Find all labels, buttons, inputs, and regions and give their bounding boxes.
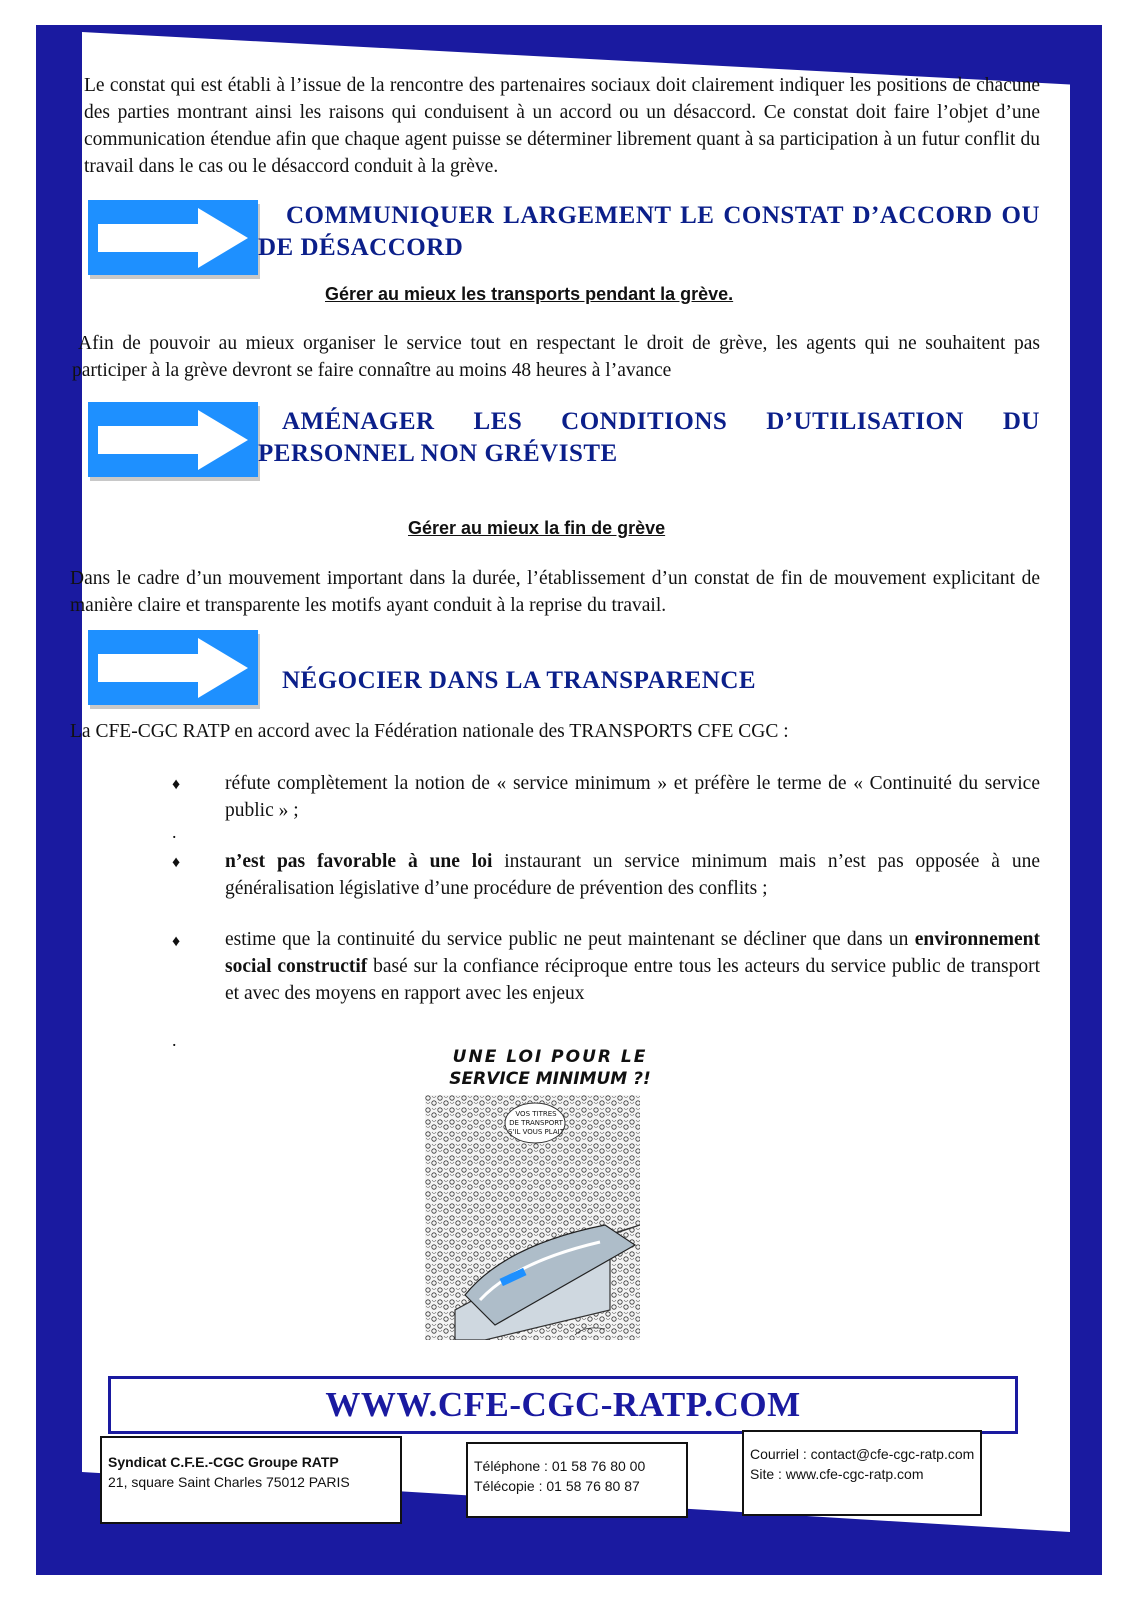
cartoon-speech-bubble <box>505 1110 567 1137</box>
cartoon-illustration <box>425 1080 640 1350</box>
contact-box-address <box>100 1436 402 1524</box>
bullet-2-text: instaurant un service minimum mais n’est pas opposée à une généralisation législative d’une procédure de prévention des conflits ; <box>225 851 1040 899</box>
heading-communiquer: COMMUNIQUER LARGEMENT LE CONSTAT D’ACCORD OU DE DÉSACCORD <box>258 202 1040 261</box>
heading-negocier: NÉGOCIER DANS LA TRANSPARENCE <box>282 667 757 694</box>
diamond-bullet-icon: ♦ <box>172 933 181 950</box>
bubble-line2: DE TRANSPORT <box>509 1119 563 1127</box>
contact-box-phone <box>466 1442 688 1518</box>
org-address: 21, square Saint Charles 75012 PARIS <box>108 1474 350 1490</box>
bullet-3-text-end: basé sur la confiance réciproque entre tous les acteurs du service public de transport et avec des moyens en rapport avec les enjeux <box>225 956 1040 1004</box>
arrow-icon-3 <box>88 630 258 705</box>
bullet-item-3 <box>225 926 1040 1007</box>
stray-dot: . <box>172 1030 177 1050</box>
website-link[interactable]: WWW.CFE-CGC-RATP.COM <box>325 1385 801 1424</box>
telephone: Téléphone : 01 58 76 80 00 <box>474 1458 646 1474</box>
bullet-item-1: réfute complètement la notion de « service minimum » et préfère le terme de « Continuité du service public » ; <box>225 773 1040 821</box>
bullet-3-text-start: estime que la continuité du service public ne peut maintenant se décliner que dans un <box>225 929 915 950</box>
fin-greve-paragraph: Dans le cadre d’un mouvement important dans la durée, l’établissement d’un constat de fin de mouvement explicitant de manière claire et transparente les motifs ayant conduit à la reprise du travail. <box>70 568 1040 616</box>
diamond-bullet-icon: ♦ <box>172 854 181 871</box>
bullet-2-bold: n’est pas favorable à une loi <box>225 851 493 872</box>
heading-amenager: AMÉNAGER LES CONDITIONS D’UTILISATION DU PERSONNEL NON GRÉVISTE <box>258 408 1040 467</box>
telecopie: Télécopie : 01 58 76 80 87 <box>474 1478 640 1494</box>
arrow-icon-1 <box>88 200 258 275</box>
cartoon-caption-line1: UNE LOI POUR LE <box>452 1047 648 1067</box>
subheading-fin-greve: Gérer au mieux la fin de grève <box>408 518 666 538</box>
transport-paragraph: Afin de pouvoir au mieux organiser le service tout en respectant le droit de grève, les agents qui ne souhaitent pas participer à la grève devront se faire connaître au moins 48 heures à l’avance <box>72 333 1040 381</box>
bubble-line3: S'IL VOUS PLAIT <box>508 1128 564 1136</box>
website-banner <box>108 1376 1018 1434</box>
org-name: Syndicat C.F.E.-CGC Groupe RATP <box>108 1454 339 1470</box>
intro-paragraph: Le constat qui est établi à l’issue de la rencontre des partenaires sociaux doit clairement indiquer les positions de chacune des parties montrant ainsi les raisons qui conduisent à un accord ou un désaccord. Ce constat doit faire l’objet d’une communication étendue afin que chaque agent puisse se déterminer librement quant à sa participation à un futur conflit du travail dans le cas ou le désaccord conduit à la grève. <box>84 75 1040 177</box>
contact-box-email <box>742 1430 982 1516</box>
bullet-3-bold: environnement social constructif <box>225 929 1040 977</box>
cartoon-caption-line2: SERVICE MINIMUM ?! <box>449 1069 651 1089</box>
email[interactable]: Courriel : contact@cfe-cgc-ratp.com <box>750 1446 975 1462</box>
stray-dot: . <box>172 822 177 842</box>
diamond-bullet-icon: ♦ <box>172 776 181 793</box>
arrow-icon-2 <box>88 402 258 477</box>
subheading-transports: Gérer au mieux les transports pendant la grève. <box>325 284 734 304</box>
bullet-item-2 <box>225 848 1040 902</box>
lead-paragraph: La CFE-CGC RATP en accord avec la Fédération nationale des TRANSPORTS CFE CGC : <box>70 721 789 742</box>
site[interactable]: Site : www.cfe-cgc-ratp.com <box>750 1466 924 1482</box>
bubble-line1: VOS TITRES <box>515 1110 557 1118</box>
